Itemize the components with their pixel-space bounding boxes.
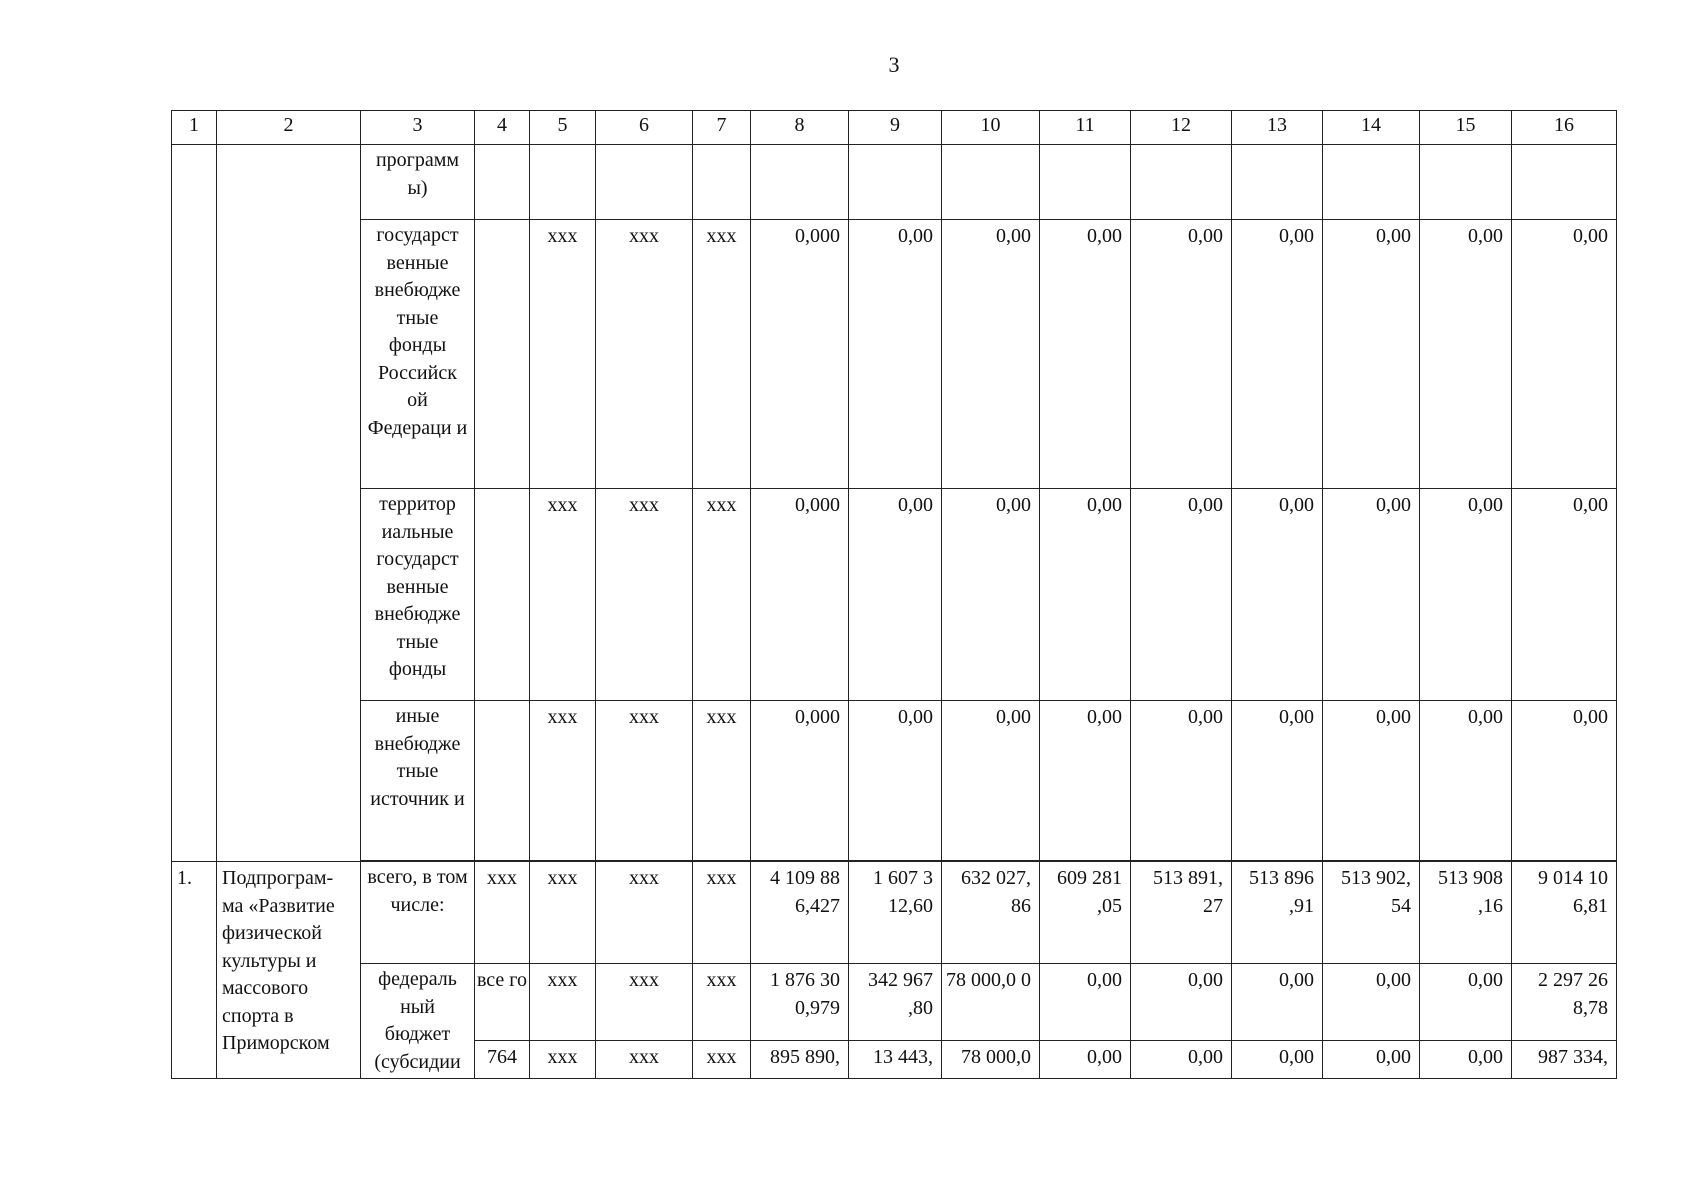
column-header: 11 xyxy=(1040,111,1131,145)
table-cell: 0,00 xyxy=(1232,220,1323,489)
column-header: 9 xyxy=(849,111,942,145)
column-header: 8 xyxy=(751,111,849,145)
table-row xyxy=(172,145,1617,220)
table-cell: 78 000,0 xyxy=(942,1041,1040,1079)
table-cell: xxx xyxy=(596,701,693,861)
table-cell: 0,00 xyxy=(1232,964,1323,1041)
table-cell: 513 891, 27 xyxy=(1131,862,1232,964)
table-cell: xxx xyxy=(693,862,751,964)
table-cell: 0,00 xyxy=(849,701,942,861)
empty-cell xyxy=(1420,145,1512,220)
table-cell: xxx xyxy=(693,701,751,861)
source-label: всего, в том числе: xyxy=(361,862,475,964)
table-cell: 0,00 xyxy=(1040,489,1131,701)
table-cell: 4 109 88 6,427 xyxy=(751,862,849,964)
empty-cell xyxy=(475,145,530,220)
table-cell: 0,00 xyxy=(1131,701,1232,861)
budget-table xyxy=(171,110,1617,1079)
table-cell: 0,00 xyxy=(1420,1041,1512,1079)
table-cell: 0,00 xyxy=(1323,220,1420,489)
table-cell: 0,00 xyxy=(942,220,1040,489)
table-cell: 0,00 xyxy=(1040,701,1131,861)
table-cell: 0,00 xyxy=(942,701,1040,861)
empty-cell xyxy=(1040,145,1131,220)
empty-cell xyxy=(751,145,849,220)
column-number-row xyxy=(172,111,1617,145)
table-cell: xxx xyxy=(530,1041,596,1079)
empty-cell xyxy=(1323,145,1420,220)
source-label: государст венные внебюдже тные фонды Российск ой Федераци и xyxy=(361,220,475,489)
column-header: 4 xyxy=(475,111,530,145)
empty-cell xyxy=(475,220,530,489)
table-cell: xxx xyxy=(475,862,530,964)
table-cell: xxx xyxy=(596,220,693,489)
table-cell: 0,00 xyxy=(1040,1041,1131,1079)
table-cell: 0,00 xyxy=(1420,220,1512,489)
column-header: 3 xyxy=(361,111,475,145)
table-cell: xxx xyxy=(530,701,596,861)
table-cell: xxx xyxy=(596,862,693,964)
table-cell: 513 896 ,91 xyxy=(1232,862,1323,964)
empty-cell xyxy=(530,145,596,220)
table-cell: 0,00 xyxy=(1131,489,1232,701)
table-cell: 0,00 xyxy=(1131,220,1232,489)
source-label: иные внебюдже тные источник и xyxy=(361,701,475,861)
column-header: 2 xyxy=(217,111,361,145)
column-header: 12 xyxy=(1131,111,1232,145)
table-cell: 0,00 xyxy=(1420,489,1512,701)
table-cell: 0,00 xyxy=(849,220,942,489)
empty-cell xyxy=(942,145,1040,220)
table-cell: 632 027, 86 xyxy=(942,862,1040,964)
table-cell: 0,00 xyxy=(1512,489,1617,701)
empty-cell xyxy=(172,145,217,862)
empty-cell xyxy=(1512,145,1617,220)
table-cell: xxx xyxy=(530,489,596,701)
table-row xyxy=(172,220,1617,489)
empty-cell xyxy=(849,145,942,220)
source-label: территор иальные государст венные внебюдже тные фонды xyxy=(361,489,475,701)
table-cell: 0,00 xyxy=(1420,964,1512,1041)
table-cell: 0,00 xyxy=(1232,489,1323,701)
table-cell: 0,00 xyxy=(1323,701,1420,861)
table-cell: 0,00 xyxy=(1323,964,1420,1041)
table-cell: 764 xyxy=(475,1041,530,1079)
column-header: 7 xyxy=(693,111,751,145)
table-cell: xxx xyxy=(530,220,596,489)
table-cell: 0,00 xyxy=(1131,964,1232,1041)
table-row xyxy=(172,862,1617,964)
column-header: 5 xyxy=(530,111,596,145)
column-header: 1 xyxy=(172,111,217,145)
table-cell: 0,00 xyxy=(1040,220,1131,489)
table-cell: 0,00 xyxy=(1232,701,1323,861)
table-row xyxy=(172,701,1617,861)
table-cell: 987 334, xyxy=(1512,1041,1617,1079)
empty-cell xyxy=(217,145,361,862)
table-cell: xxx xyxy=(596,1041,693,1079)
table-cell: xxx xyxy=(693,1041,751,1079)
empty-cell xyxy=(475,489,530,701)
table-cell: 0,00 xyxy=(849,489,942,701)
table-row xyxy=(172,964,1617,1041)
empty-cell xyxy=(693,145,751,220)
column-header: 13 xyxy=(1232,111,1323,145)
table-cell: xxx xyxy=(596,489,693,701)
table-cell: 13 443, xyxy=(849,1041,942,1079)
table-cell: 342 967 ,80 xyxy=(849,964,942,1041)
table-cell: 0,00 xyxy=(1131,1041,1232,1079)
table-cell: 0,00 xyxy=(1232,1041,1323,1079)
table-cell: 2 297 26 8,78 xyxy=(1512,964,1617,1041)
table-row xyxy=(172,489,1617,701)
empty-cell xyxy=(475,701,530,861)
table-cell: 0,000 xyxy=(751,489,849,701)
table-cell: все го xyxy=(475,964,530,1041)
table-cell: xxx xyxy=(693,220,751,489)
empty-cell xyxy=(1232,145,1323,220)
source-label: федераль ный бюджет (субсидии xyxy=(361,964,475,1079)
table-cell: 1 876 30 0,979 xyxy=(751,964,849,1041)
table-cell: 895 890, xyxy=(751,1041,849,1079)
table-cell: 0,00 xyxy=(1323,1041,1420,1079)
table-cell: 513 902, 54 xyxy=(1323,862,1420,964)
empty-cell xyxy=(596,145,693,220)
table-cell: 0,000 xyxy=(751,220,849,489)
table-cell: 609 281 ,05 xyxy=(1040,862,1131,964)
page-number: 3 xyxy=(888,52,900,77)
subprogram-title: Подпрограм- ма «Развитие физической культуры и массового спорта в Приморском xyxy=(217,862,361,1079)
table-cell: xxx xyxy=(693,489,751,701)
table-cell: 0,00 xyxy=(1512,220,1617,489)
empty-cell xyxy=(1131,145,1232,220)
table-cell: xxx xyxy=(530,964,596,1041)
table-cell: 0,00 xyxy=(1323,489,1420,701)
table-cell: xxx xyxy=(596,964,693,1041)
column-header: 10 xyxy=(942,111,1040,145)
source-label: программ ы) xyxy=(361,145,475,220)
row-number: 1. xyxy=(172,862,217,1079)
table-cell: 0,00 xyxy=(1420,701,1512,861)
table-cell: 1 607 3 12,60 xyxy=(849,862,942,964)
table-cell: 0,00 xyxy=(942,489,1040,701)
table-cell: 78 000,0 0 xyxy=(942,964,1040,1041)
column-header: 6 xyxy=(596,111,693,145)
table-cell: 0,00 xyxy=(1512,701,1617,861)
table-cell: 0,00 xyxy=(1040,964,1131,1041)
column-header: 14 xyxy=(1323,111,1420,145)
table-cell: 513 908 ,16 xyxy=(1420,862,1512,964)
table-cell: 9 014 10 6,81 xyxy=(1512,862,1617,964)
table-cell: 0,000 xyxy=(751,701,849,861)
table-cell: xxx xyxy=(693,964,751,1041)
column-header: 15 xyxy=(1420,111,1512,145)
column-header: 16 xyxy=(1512,111,1617,145)
table-cell: xxx xyxy=(530,862,596,964)
